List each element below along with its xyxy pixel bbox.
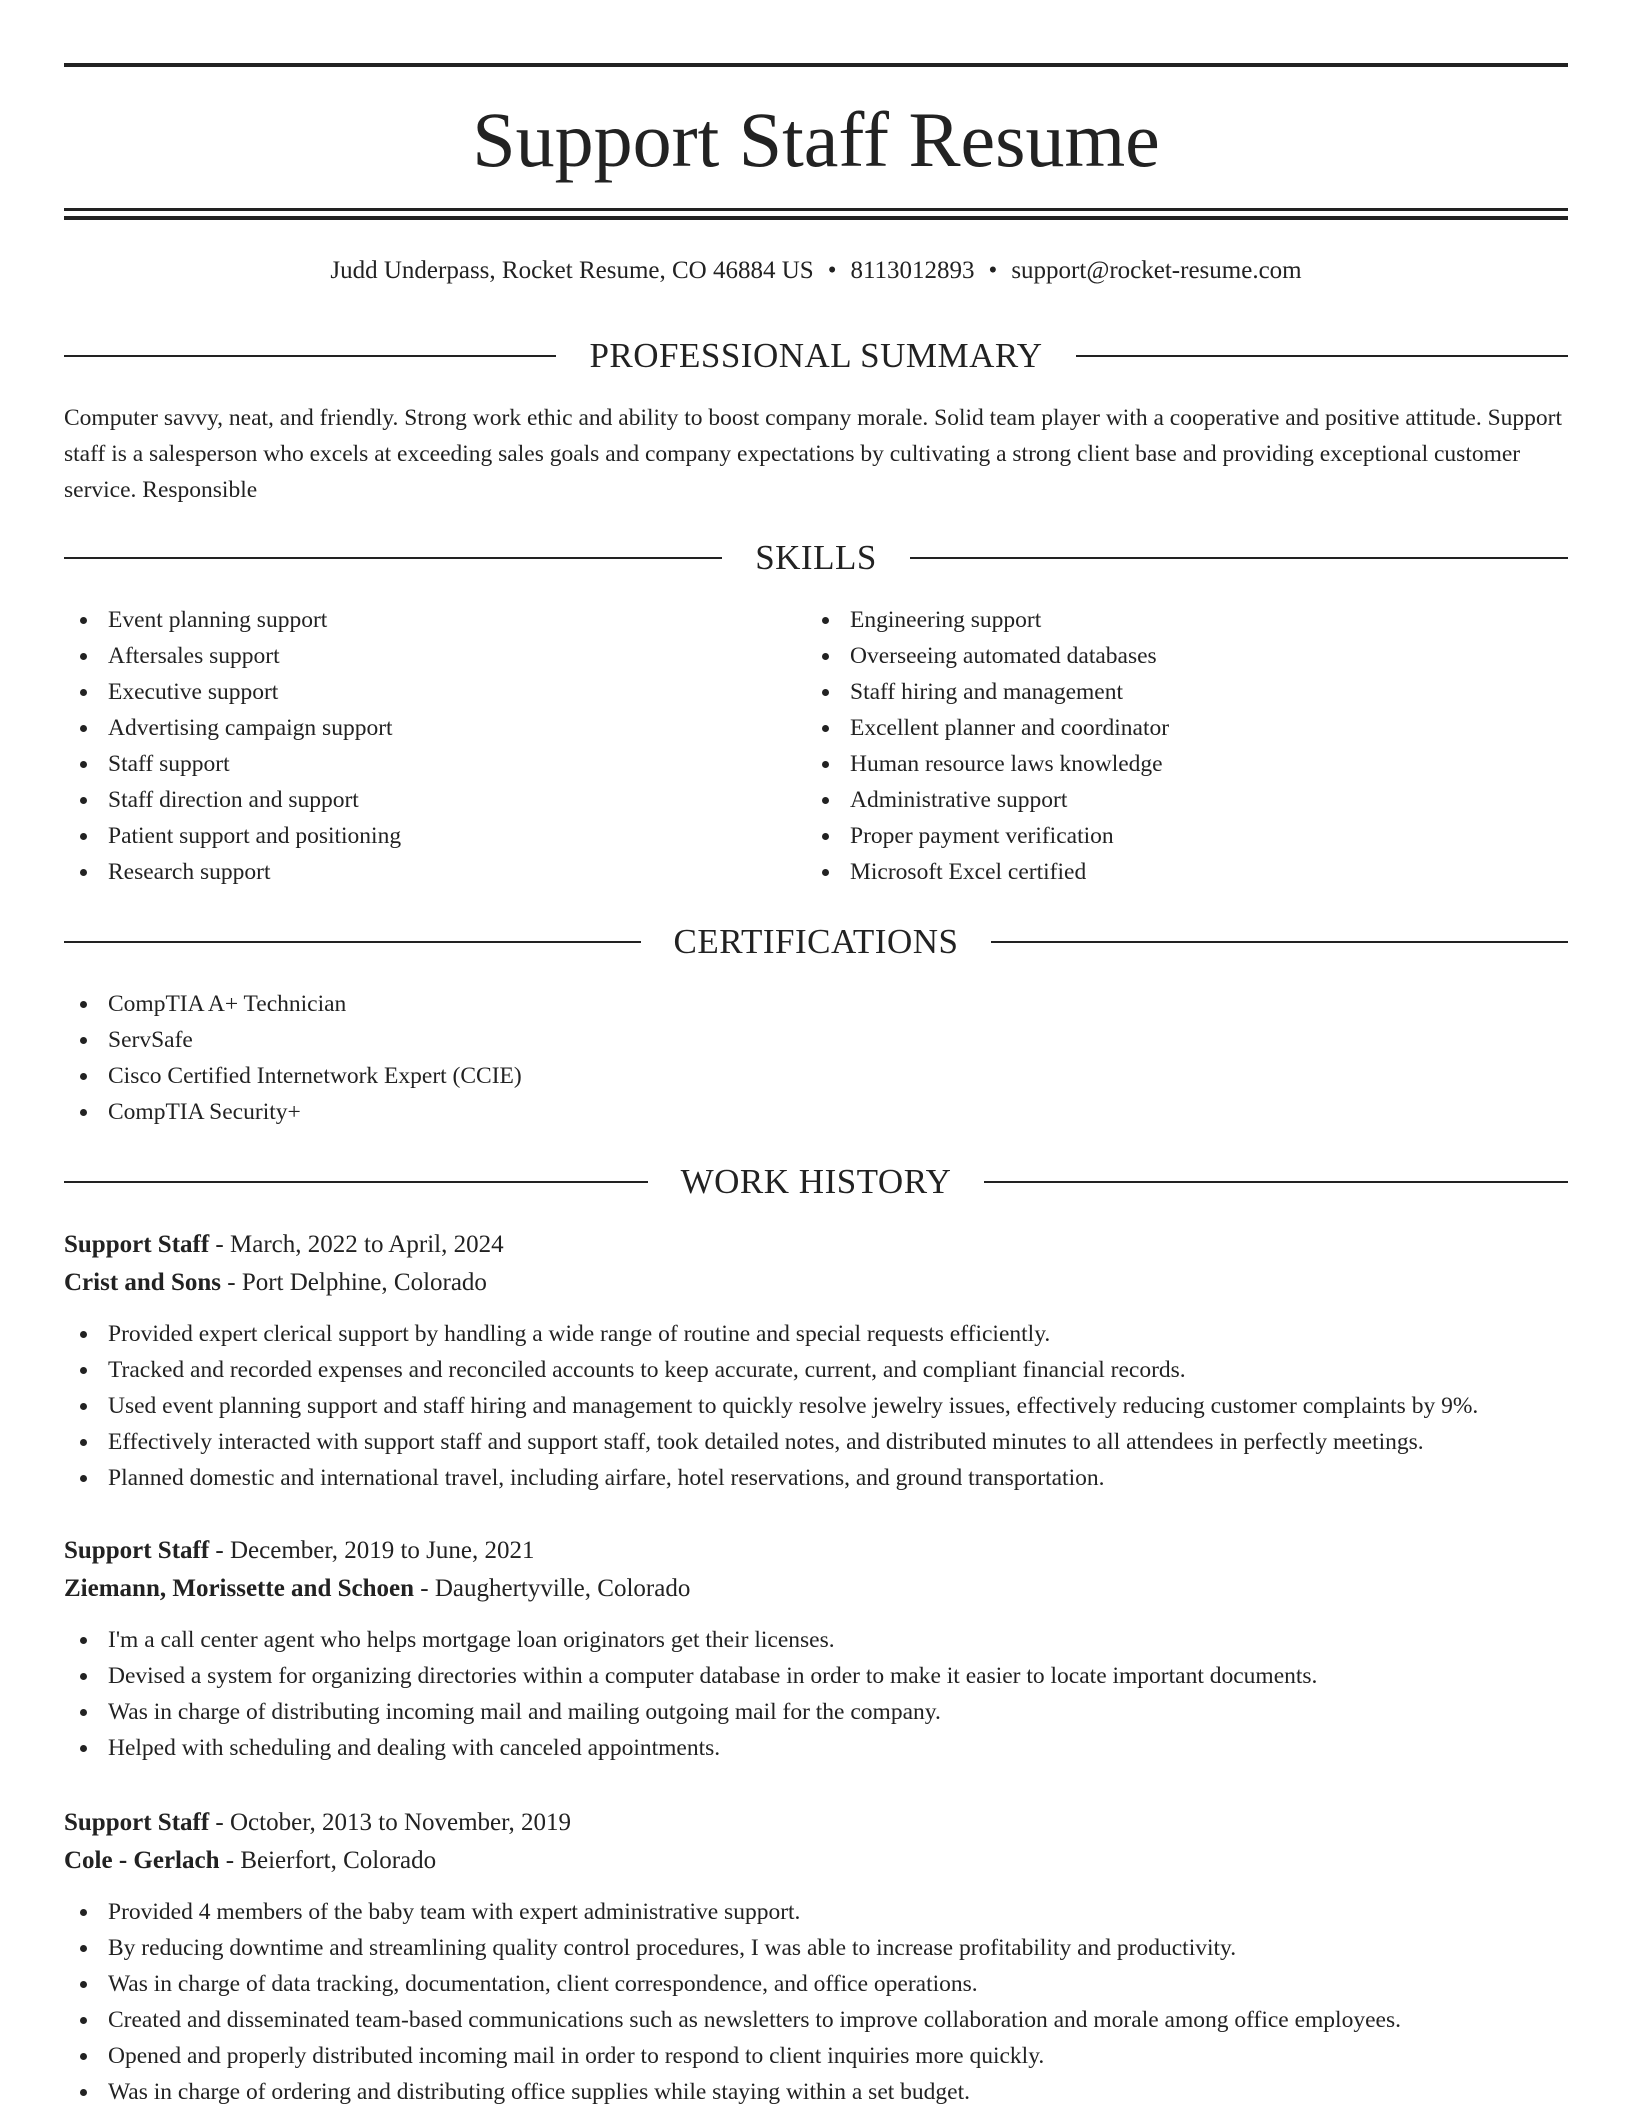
- job-company-line: [64, 1570, 1568, 1608]
- job-bullet: Used event planning support and staff hiring and management to quickly resolve jewelry issues, effectively reducing customer complaints by 9%.: [64, 1388, 1568, 1424]
- job-bullets: [64, 1316, 1568, 1496]
- skill-item: Advertising campaign support: [64, 710, 804, 746]
- skill-item: Staff direction and support: [64, 782, 804, 818]
- heading-rule: [64, 941, 641, 943]
- skill-item: Proper payment verification: [806, 818, 1568, 854]
- job-title-line: [64, 1532, 1568, 1570]
- certification-item: CompTIA A+ Technician: [64, 986, 1568, 1022]
- certifications-list: [64, 986, 1568, 1130]
- skill-item: Patient support and positioning: [64, 818, 804, 854]
- certifications-heading-label: CERTIFICATIONS: [673, 922, 959, 961]
- job-bullet: Was in charge of distributing incoming mail and mailing outgoing mail for the company.: [64, 1694, 1568, 1730]
- heading-rule: [64, 557, 722, 559]
- contact-separator: •: [988, 257, 998, 284]
- contact-phone: 8113012893: [850, 257, 975, 284]
- job-location: - Port Delphine, Colorado: [221, 1269, 487, 1296]
- job-bullet: Was in charge of ordering and distributing office supplies while staying within a set budget.: [64, 2074, 1568, 2110]
- skill-item: Human resource laws knowledge: [806, 746, 1568, 782]
- job-bullets: [64, 1894, 1568, 2110]
- skill-item: Microsoft Excel certified: [806, 854, 1568, 890]
- job-entry: [64, 1226, 1568, 1496]
- skill-item: Staff hiring and management: [806, 674, 1568, 710]
- contact-line: [64, 254, 1568, 288]
- job-company: Crist and Sons: [64, 1269, 221, 1296]
- skills-list-right: [806, 602, 1568, 890]
- job-bullet: Created and disseminated team-based communications such as newsletters to improve collaboration and morale among office employees.: [64, 2002, 1568, 2038]
- job-title-line: [64, 1804, 1568, 1842]
- job-location: - Daughertyville, Colorado: [414, 1575, 691, 1602]
- skill-item: Event planning support: [64, 602, 804, 638]
- heading-rule: [984, 1181, 1568, 1183]
- job-dates: - October, 2013 to November, 2019: [209, 1809, 571, 1836]
- job-title-line: [64, 1226, 1568, 1264]
- job-bullet: By reducing downtime and streamlining quality control procedures, I was able to increase profitability and productivity.: [64, 1930, 1568, 1966]
- title-rule-lower: [64, 216, 1568, 220]
- skill-item: Staff support: [64, 746, 804, 782]
- job-bullets: [64, 1622, 1568, 1766]
- skills-list-left: [64, 602, 804, 890]
- top-rule: [64, 63, 1568, 67]
- job-bullet: I'm a call center agent who helps mortgage loan originators get their licenses.: [64, 1622, 1568, 1658]
- work-history-heading-label: WORK HISTORY: [680, 1162, 952, 1201]
- job-entry: [64, 1532, 1568, 1766]
- contact-address: Judd Underpass, Rocket Resume, CO 46884 US: [330, 257, 814, 284]
- skill-item: Research support: [64, 854, 804, 890]
- heading-rule: [910, 557, 1568, 559]
- resume-title: Support Staff Resume: [472, 96, 1160, 183]
- job-dates: - March, 2022 to April, 2024: [209, 1231, 504, 1258]
- job-title: Support Staff: [64, 1231, 210, 1258]
- heading-rule: [1076, 355, 1568, 357]
- heading-rule: [64, 355, 556, 357]
- skills-heading-label: SKILLS: [755, 538, 877, 577]
- heading-rule: [64, 1181, 648, 1183]
- certification-item: CompTIA Security+: [64, 1094, 1568, 1130]
- job-company: Cole - Gerlach: [64, 1847, 220, 1874]
- job-title: Support Staff: [64, 1537, 210, 1564]
- work-history-heading: [64, 1160, 1568, 1204]
- job-bullet: Planned domestic and international travel, including airfare, hotel reservations, and ground transportation.: [64, 1460, 1568, 1496]
- job-location: - Beierfort, Colorado: [219, 1847, 437, 1874]
- skill-item: Aftersales support: [64, 638, 804, 674]
- skill-item: Excellent planner and coordinator: [806, 710, 1568, 746]
- heading-rule: [991, 941, 1568, 943]
- title-rule-upper: [64, 208, 1568, 211]
- job-bullet: Opened and properly distributed incoming mail in order to respond to client inquiries more quickly.: [64, 2038, 1568, 2074]
- job-bullet: Tracked and recorded expenses and reconciled accounts to keep accurate, current, and compliant financial records.: [64, 1352, 1568, 1388]
- job-entry: [64, 1804, 1568, 2110]
- contact-email: support@rocket-resume.com: [1011, 257, 1302, 284]
- certification-item: ServSafe: [64, 1022, 1568, 1058]
- contact-separator: •: [827, 257, 837, 284]
- certifications-heading: [64, 920, 1568, 964]
- job-company-line: [64, 1842, 1568, 1880]
- skills-heading: [64, 536, 1568, 580]
- skill-item: Administrative support: [806, 782, 1568, 818]
- job-company-line: [64, 1264, 1568, 1302]
- job-dates: - December, 2019 to June, 2021: [209, 1537, 535, 1564]
- summary-heading-label: PROFESSIONAL SUMMARY: [589, 336, 1043, 375]
- job-bullet: Effectively interacted with support staff and support staff, took detailed notes, and distributed minutes to all attendees in perfectly meetings.: [64, 1424, 1568, 1460]
- job-bullet: Helped with scheduling and dealing with canceled appointments.: [64, 1730, 1568, 1766]
- summary-text: Computer savvy, neat, and friendly. Strong work ethic and ability to boost company morale. Solid team player with a cooperative and positive attitude. Support staff is a salesperson who excels at exceeding sales goals and company expectations by cultivating a strong client base and providing exceptional customer service. Responsible: [64, 405, 1562, 503]
- job-title: Support Staff: [64, 1809, 210, 1836]
- job-bullet: Was in charge of data tracking, documentation, client correspondence, and office operations.: [64, 1966, 1568, 2002]
- job-bullet: Provided 4 members of the baby team with expert administrative support.: [64, 1894, 1568, 1930]
- skill-item: Overseeing automated databases: [806, 638, 1568, 674]
- job-bullet: Devised a system for organizing directories within a computer database in order to make it easier to locate important documents.: [64, 1658, 1568, 1694]
- job-bullet: Provided expert clerical support by handling a wide range of routine and special requests efficiently.: [64, 1316, 1568, 1352]
- job-company: Ziemann, Morissette and Schoen: [64, 1575, 414, 1602]
- skill-item: Executive support: [64, 674, 804, 710]
- certification-item: Cisco Certified Internetwork Expert (CCIE): [64, 1058, 1568, 1094]
- skill-item: Engineering support: [806, 602, 1568, 638]
- summary-heading: [64, 334, 1568, 378]
